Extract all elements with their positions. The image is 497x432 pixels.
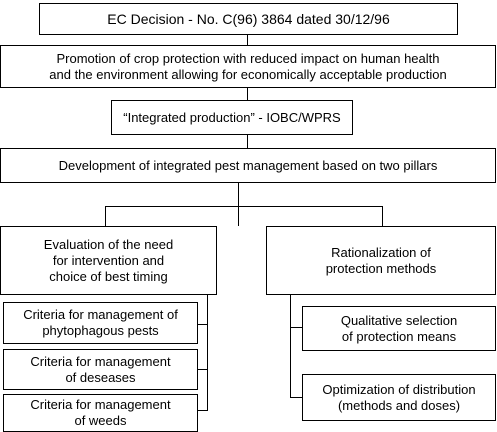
qualitative-selection-box: [302, 306, 496, 351]
development-text: Development of integrated pest management based on two pillars: [58, 157, 438, 173]
criteria-phytophagous-box: [3, 302, 198, 344]
integrated-production-text: “Integrated production” - IOBC/WPRS: [123, 109, 341, 125]
connector-split-horizontal: [105, 206, 382, 207]
evaluation-pillar-text: Evaluation of the need for intervention and choice of best timing: [43, 236, 174, 284]
criteria-deseases-box: [3, 349, 198, 390]
integrated-production-box: [111, 100, 353, 135]
development-box: [0, 148, 496, 183]
criteria-weeds-text: Criteria for management of weeds: [30, 397, 171, 428]
qualitative-selection-text: Qualitative selection of protection means: [340, 312, 458, 344]
connector-development-split: [238, 182, 239, 226]
optimization-distribution-box: [302, 374, 496, 421]
evaluation-pillar-box: [0, 226, 217, 295]
connector-promotion-integrated: [247, 87, 248, 101]
rationalization-pillar-box: [266, 226, 496, 295]
optimization-distribution-text: Optimization of distribution (methods and doses): [322, 381, 476, 413]
connector-left-item-1: [197, 324, 208, 325]
connector-left-spine: [207, 294, 208, 411]
connector-left-pillar: [105, 206, 106, 227]
rationalization-pillar-text: Rationalization of protection methods: [325, 244, 437, 276]
ec-decision-text: EC Decision - No. C(96) 3864 dated 30/12/96: [107, 11, 390, 27]
connector-left-item-2: [197, 369, 208, 370]
promotion-text: Promotion of crop protection with reduced impact on human health and the environment allowing for economically acceptable production: [49, 50, 447, 82]
ec-decision-box: [39, 3, 458, 35]
promotion-box: [0, 45, 496, 88]
criteria-deseases-text: Criteria for management of deseases: [30, 353, 171, 385]
criteria-weeds-box: [3, 394, 198, 432]
connector-right-spine: [290, 294, 291, 397]
connector-right-pillar: [382, 206, 383, 227]
connector-left-item-3: [197, 410, 208, 411]
criteria-phytophagous-text: Criteria for management of phytophagous pests: [23, 307, 178, 338]
connector-integrated-development: [247, 134, 248, 149]
